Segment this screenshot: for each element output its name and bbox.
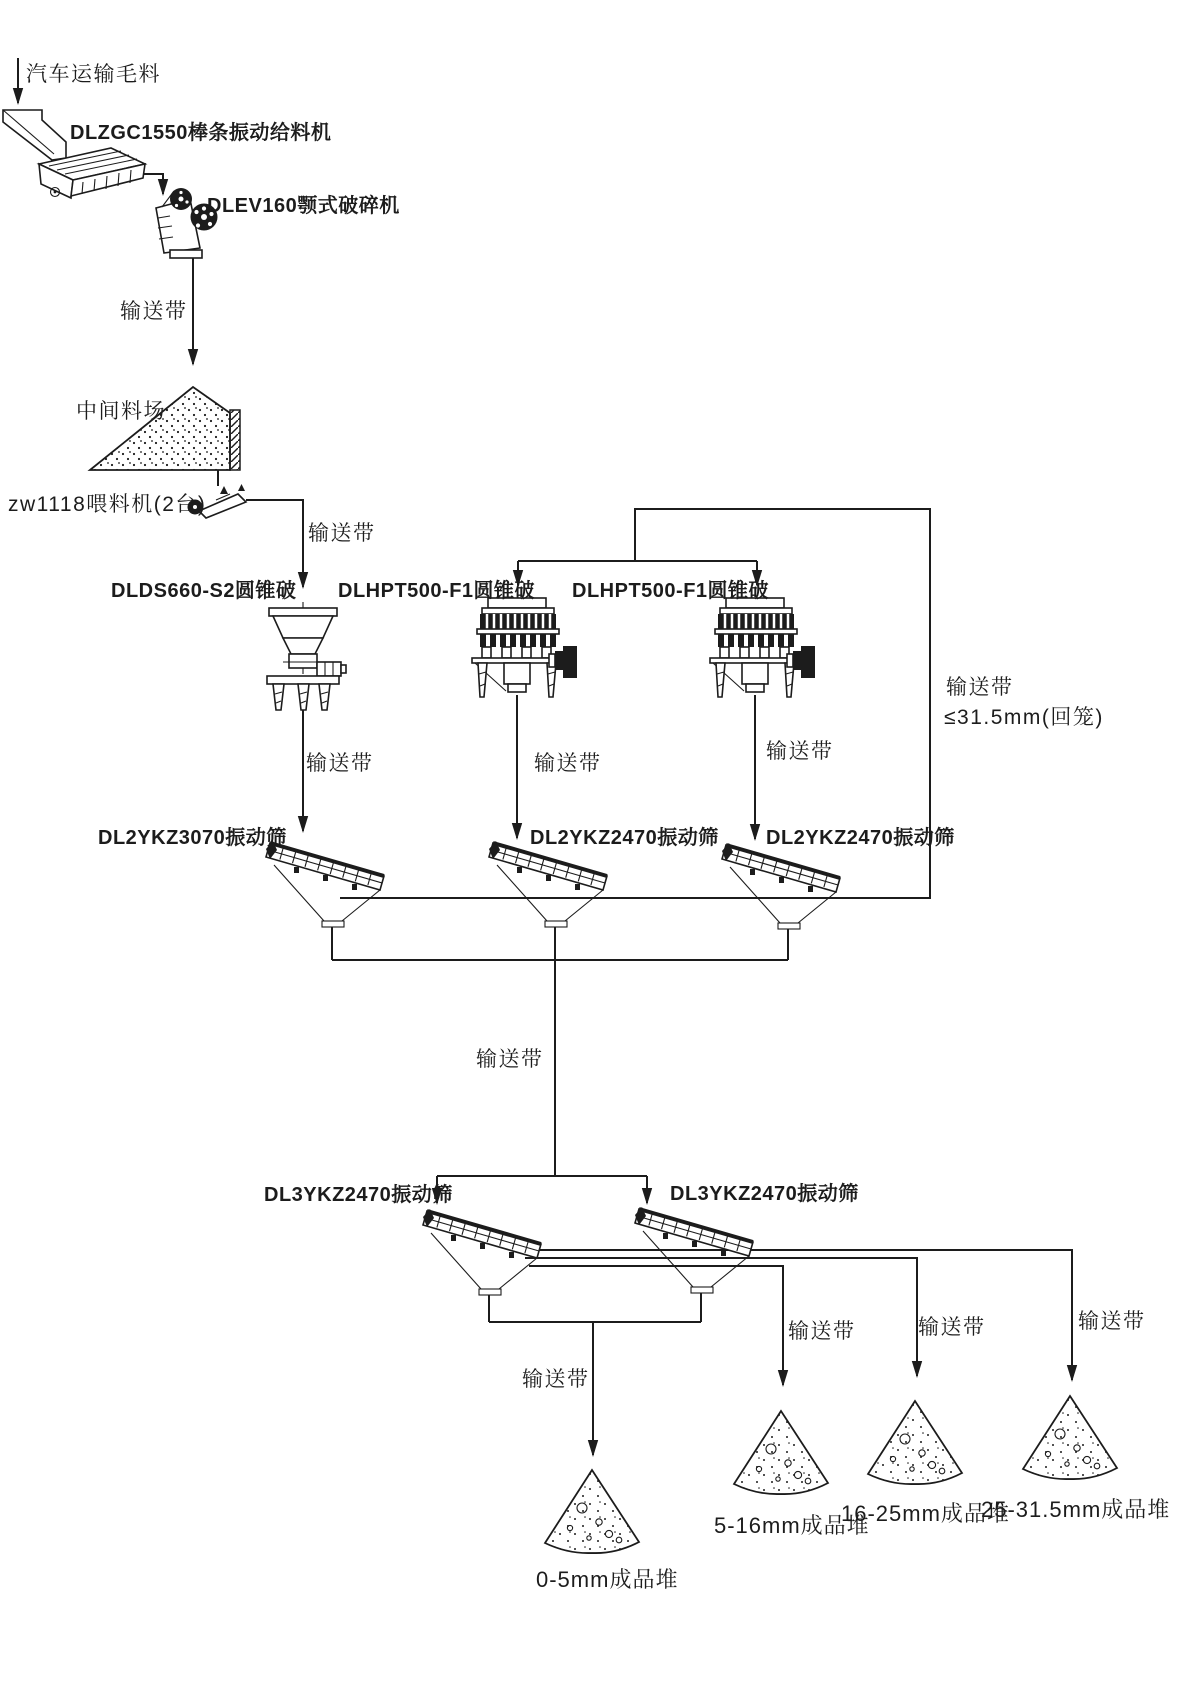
conveyor-label-9: 输送带	[918, 1316, 986, 1339]
product-pile-16-25-label: 16-25mm成品堆	[841, 1501, 1010, 1526]
conveyor-label-1: 输送带	[120, 300, 188, 323]
product-pile-16-25-icon	[868, 1401, 962, 1484]
cone-crusher-hpt2-label: DLHPT500-F1圆锥破	[572, 580, 770, 602]
screen-2ykz2470-2-label: DL2YKZ2470振动筛	[766, 827, 955, 849]
return-size-label: ≤31.5mm(回笼)	[944, 706, 1104, 729]
screen-3ykz2470-2-label: DL3YKZ2470振动筛	[670, 1183, 859, 1205]
product-pile-0-5-icon	[545, 1470, 639, 1553]
cone-crusher-hpt1-icon	[472, 598, 577, 697]
jaw-crusher-label: DLEV160颚式破碎机	[207, 195, 400, 217]
stockpile-label: 中间料场	[76, 400, 166, 423]
screen-2ykz3070-label: DL2YKZ3070振动筛	[98, 827, 287, 849]
cone-crusher-dlds-icon	[267, 602, 346, 710]
receiving-chute-icon	[3, 110, 66, 160]
product-pile-25-31-5-icon	[1023, 1396, 1117, 1479]
conveyor-label-2: 输送带	[308, 522, 376, 545]
cone-crusher-hpt2-icon	[710, 598, 815, 697]
conveyor-label-4: 输送带	[534, 752, 602, 775]
product-pile-5-16-label: 5-16mm成品堆	[714, 1513, 870, 1538]
conveyor-label-7: 输送带	[522, 1368, 590, 1391]
vibrating-screen-2ykz3070-icon	[266, 841, 384, 927]
conveyor-label-8: 输送带	[788, 1320, 856, 1343]
product-pile-25-31-5-label: 25-31.5mm成品堆	[981, 1497, 1171, 1522]
product-pile-0-5-label: 0-5mm成品堆	[536, 1567, 679, 1592]
conveyor-label-10: 输送带	[1078, 1310, 1146, 1333]
conveyor-label-5: 输送带	[766, 740, 834, 763]
vibrating-screen-2ykz2470-1-icon	[489, 841, 607, 927]
conveyor-label-6: 输送带	[476, 1048, 544, 1071]
product-pile-5-16-icon	[734, 1411, 828, 1494]
screen-2ykz2470-1-label: DL2YKZ2470振动筛	[530, 827, 719, 849]
feed-source-label: 汽车运输毛料	[26, 63, 161, 86]
secondary-feeder-label: zw1118喂料机(2台)	[8, 493, 207, 516]
conveyor-label-3: 输送带	[306, 752, 374, 775]
vibrating-screen-3ykz2470-1-icon	[423, 1209, 541, 1295]
cone-crusher-hpt1-label: DLHPT500-F1圆锥破	[338, 580, 536, 602]
screen-3ykz2470-1-label: DL3YKZ2470振动筛	[264, 1184, 453, 1206]
return-conveyor-label: 输送带	[946, 676, 1014, 699]
grizzly-feeder-label: DLZGC1550棒条振动给料机	[70, 122, 332, 144]
cone-crusher-dlds-label: DLDS660-S2圆锥破	[111, 580, 297, 602]
vibrating-screen-2ykz2470-2-icon	[722, 843, 840, 929]
